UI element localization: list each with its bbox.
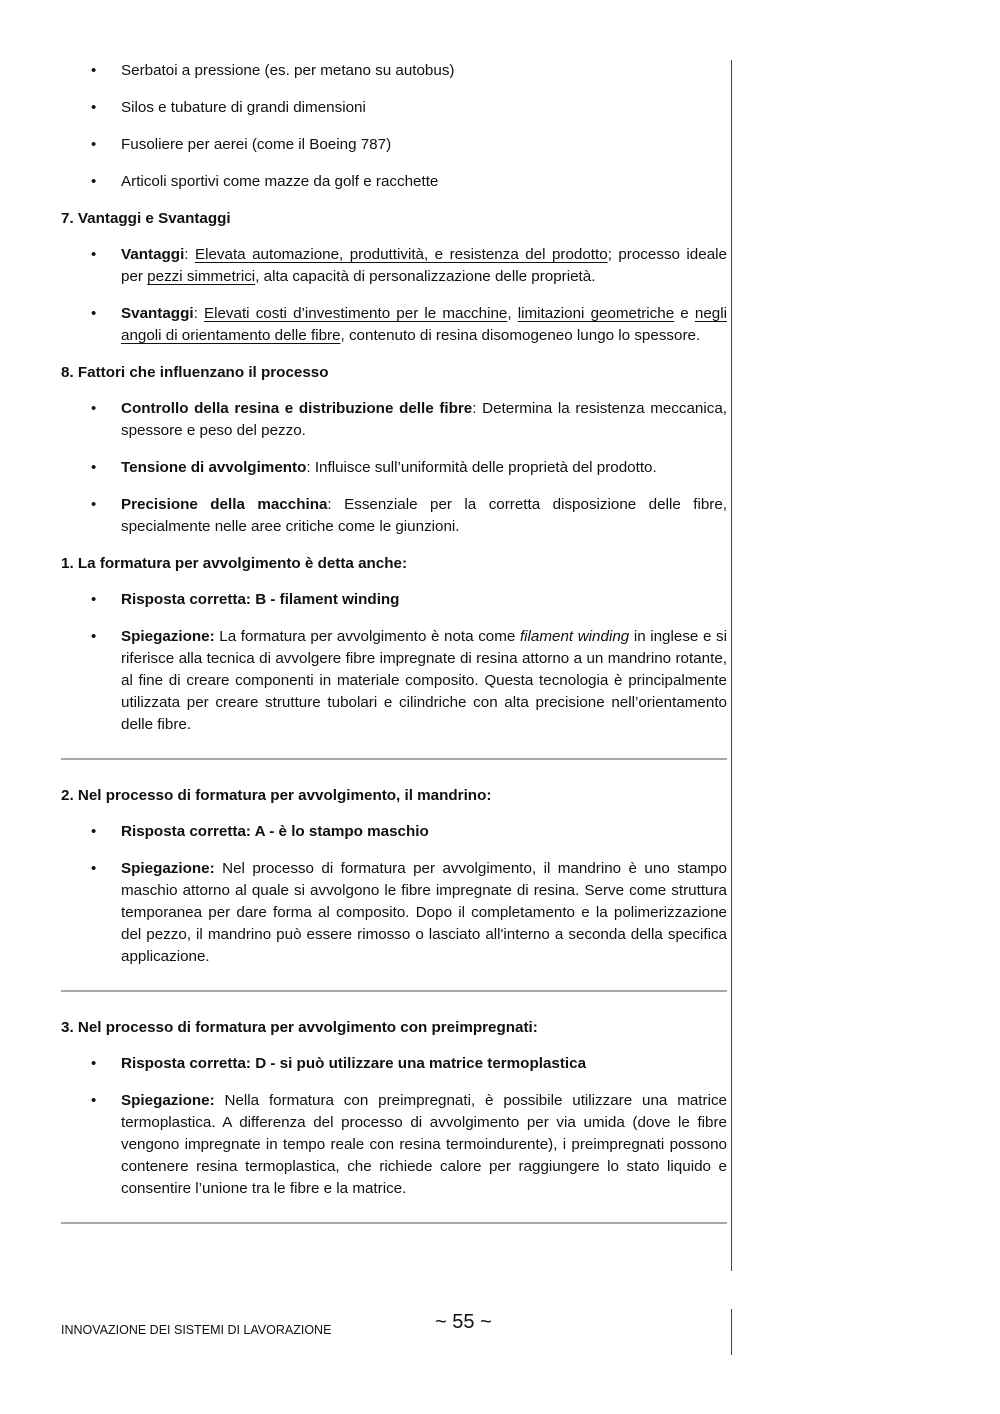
underlined-text: Elevata automazione, produttività, e resistenza del prodotto bbox=[194, 246, 608, 263]
list-item bbox=[61, 494, 727, 538]
item-text: , bbox=[507, 305, 518, 322]
answer-item bbox=[61, 1053, 727, 1075]
explanation-label: Spiegazione: bbox=[121, 1092, 215, 1109]
item-label: Precisione della macchina bbox=[121, 496, 328, 513]
answer-text: Risposta corretta: D - si può utilizzare una matrice termoplastica bbox=[121, 1055, 587, 1072]
item-label: Svantaggi bbox=[121, 305, 194, 322]
list-item: • Serbatoi a pressione (es. per metano su autobus) bbox=[61, 60, 727, 82]
page-content bbox=[61, 60, 727, 1249]
underlined-text: Elevati costi d’investimento per le macchine bbox=[203, 305, 508, 322]
underlined-text: negli angoli di orientamento delle fibre bbox=[121, 305, 727, 344]
item-text: : Essenziale per la corretta disposizione delle fibre, specialmente nelle aree critiche come le giunzioni. bbox=[121, 496, 727, 535]
advantages-list bbox=[61, 244, 727, 347]
item-label: Tensione di avvolgimento bbox=[121, 459, 307, 476]
divider bbox=[61, 990, 727, 992]
divider bbox=[61, 758, 727, 760]
explanation-item bbox=[61, 626, 727, 736]
list-item-disadvantages bbox=[61, 303, 727, 347]
explanation-italic: filament winding bbox=[519, 628, 630, 645]
explanation-text: in inglese e si riferisce alla tecnica di avvolgere fibre impregnate di resina attorno a un mandrino rotante, al fine di creare componenti in materiale composito. Questa tecnologia è principalmente utilizzata per creare strutture tubolari e cilindriche con alta precisione nell’orientamento delle fibre. bbox=[121, 628, 727, 733]
answer-text: Risposta corretta: B - filament winding bbox=[121, 591, 400, 608]
item-text: , alta capacità di personalizzazione delle proprietà. bbox=[255, 268, 596, 285]
explanation-item bbox=[61, 858, 727, 968]
list-item bbox=[61, 457, 727, 479]
answer-text: Risposta corretta: A - è lo stampo maschio bbox=[121, 823, 429, 840]
list-item: • Articoli sportivi come mazze da golf e racchette bbox=[61, 171, 727, 193]
applications-list bbox=[61, 60, 727, 193]
underlined-text: pezzi simmetrici bbox=[147, 268, 256, 285]
answer-item bbox=[61, 821, 727, 843]
explanation-label: Spiegazione: bbox=[121, 628, 215, 645]
list-item bbox=[61, 398, 727, 442]
item-label: Controllo della resina e distribuzione delle fibre bbox=[121, 400, 473, 417]
question-2-list bbox=[61, 821, 727, 968]
question-2-heading: 2. Nel processo di formatura per avvolgimento, il mandrino: bbox=[61, 787, 492, 804]
section-heading-advantages: 7. Vantaggi e Svantaggi bbox=[61, 210, 231, 227]
explanation-label: Spiegazione: bbox=[121, 860, 215, 877]
page-number: ~ 55 ~ bbox=[435, 1311, 492, 1333]
item-text: ; processo ideale per bbox=[121, 246, 727, 285]
answer-item bbox=[61, 589, 727, 611]
footer-course-title: INNOVAZIONE DEI SISTEMI DI LAVORAZIONE bbox=[61, 1323, 332, 1337]
question-1-heading: 1. La formatura per avvolgimento è detta anche: bbox=[61, 555, 408, 572]
explanation-item bbox=[61, 1090, 727, 1200]
divider bbox=[61, 1222, 727, 1224]
question-3-list bbox=[61, 1053, 727, 1200]
factors-list bbox=[61, 398, 727, 538]
list-item: • Fusoliere per aerei (come il Boeing 787) bbox=[61, 134, 727, 156]
section-heading-factors: 8. Fattori che influenzano il processo bbox=[61, 364, 329, 381]
list-item: • Silos e tubature di grandi dimensioni bbox=[61, 97, 727, 119]
question-1-list bbox=[61, 589, 727, 736]
explanation-text: La formatura per avvolgimento è nota come bbox=[214, 628, 520, 645]
item-text: e bbox=[674, 305, 695, 322]
margin-rule-footer bbox=[731, 1309, 732, 1355]
item-text: : bbox=[184, 246, 195, 263]
item-label: Vantaggi bbox=[121, 246, 185, 263]
list-item-advantages bbox=[61, 244, 727, 288]
item-text: , contenuto di resina disomogeneo lungo lo spessore. bbox=[340, 327, 701, 344]
item-text: : Determina la resistenza meccanica, spessore e peso del pezzo. bbox=[121, 400, 728, 439]
underlined-text: limitazioni geometriche bbox=[517, 305, 675, 322]
explanation-text: Nel processo di formatura per avvolgimento, il mandrino è uno stampo maschio attorno al quale si avvolgono le fibre impregnate di resina. Serve come struttura temporanea per dare forma al composito. Dopo il completamento e la polimerizzazione del pezzo, il mandrino può essere rimosso o lasciato all'interno a seconda della specifica applicazione. bbox=[121, 860, 727, 965]
question-3-heading: 3. Nel processo di formatura per avvolgimento con preimpregnati: bbox=[61, 1019, 538, 1036]
item-text: : Influisce sull’uniformità delle proprietà del prodotto. bbox=[306, 459, 657, 476]
item-text: : bbox=[193, 305, 204, 322]
margin-rule-top bbox=[731, 60, 732, 1271]
explanation-text: Nella formatura con preimpregnati, è possibile utilizzare una matrice termoplastica. A differenza del processo di avvolgimento per via umida (dove le fibre vengono impregnate in tempo reale con resina termoindurente), i preimpregnati possono contenere resina termoplastica, che richiede calore per raggiungere lo stato liquido e consentire l’unione tra le fibre e la matrice. bbox=[121, 1092, 727, 1197]
